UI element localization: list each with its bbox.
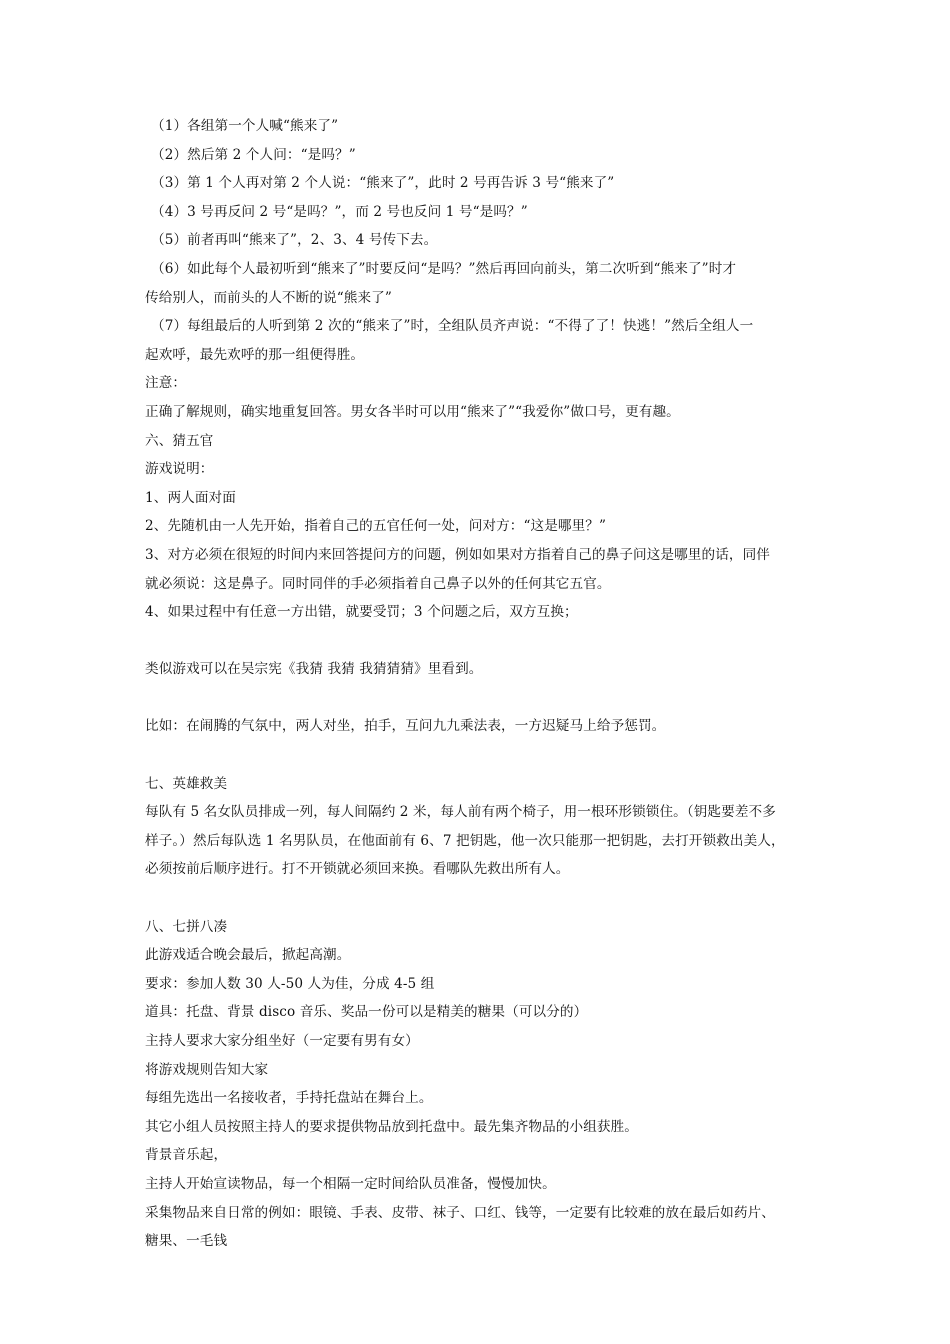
blank-line: [145, 884, 810, 913]
text-line: （3）第 1 个人再对第 2 个人说：“熊来了”，此时 2 号再告诉 3 号“熊来了”: [151, 175, 615, 192]
text-line: 正确了解规则，确实地重复回答。男女各半时可以用“熊来了”“我爱你”做口号，更有趣。: [145, 403, 680, 420]
text-line: 道具：托盘、背景 disco 音乐、奖品一份可以是精美的糖果（可以分的）: [145, 1004, 588, 1021]
text-line: 4、如果过程中有任意一方出错，就要受罚；3 个问题之后，双方互换；: [145, 604, 578, 621]
text-line: 每队有 5 名女队员排成一列，每人间隔约 2 米，每人前有两个椅子，用一根环形锁锁住。（钥匙要差不多: [145, 804, 776, 821]
text-line: 每组先选出一名接收者，手持托盘站在舞台上。: [145, 1090, 433, 1107]
blank-line: [145, 627, 810, 656]
text-line: 注意：: [145, 375, 187, 392]
section-heading: 六、猜五官: [145, 432, 214, 449]
text-line: 背景音乐起，: [145, 1147, 228, 1164]
text-line: 就必须说：这是鼻子。同时同伴的手必须指着自己鼻子以外的任何其它五官。: [145, 575, 611, 592]
text-line: 将游戏规则告知大家: [145, 1061, 269, 1078]
text-line: 此游戏适合晚会最后，掀起高潮。: [145, 947, 351, 964]
text-line: 游戏说明：: [145, 461, 214, 478]
text-line: 比如：在闹腾的气氛中，两人对坐，拍手，互问九九乘法表，一方迟疑马上给予惩罚。: [145, 718, 666, 735]
text-line: （4）3 号再反问 2 号“是吗？”，而 2 号也反问 1 号“是吗？”: [151, 203, 528, 220]
text-line: 采集物品来自日常的例如：眼镜、手表、皮带、袜子、口红、钱等，一定要有比较难的放在最后如药片、: [145, 1204, 775, 1221]
text-line: 类似游戏可以在吴宗宪《我猜 我猜 我猜猜猜》里看到。: [145, 661, 483, 678]
text-line: 3、对方必须在很短的时间内来回答提问方的问题，例如如果对方指着自己的鼻子问这是哪里的话，同伴: [145, 546, 770, 563]
section-heading: 七、英雄救美: [145, 775, 228, 792]
text-line: 主持人要求大家分组坐好（一定要有男有女）: [145, 1033, 419, 1049]
document-body: [145, 112, 810, 1256]
text-line: 传给别人，而前头的人不断的说“熊来了”: [145, 289, 392, 306]
blank-line: [145, 741, 810, 770]
text-line: （1）各组第一个人喊“熊来了”: [151, 118, 339, 134]
text-line: 1、两人面对面: [145, 489, 236, 506]
text-line: 其它小组人员按照主持人的要求提供物品放到托盘中。最先集齐物品的小组获胜。: [145, 1118, 638, 1135]
section-heading: 八、七拼八凑: [145, 918, 228, 935]
text-line: （7）每组最后的人听到第 2 次的“熊来了”时，全组队员齐声说：“不得了了！快逃！”然后全组人一: [151, 318, 754, 335]
text-line: （6）如此每个人最初听到“熊来了”时要反问“是吗？”然后再回向前头，第二次听到“熊来了”时才: [151, 260, 737, 277]
text-line: （5）前者再叫“熊来了”，2、3、4 号传下去。: [151, 232, 438, 249]
text-line: 主持人开始宣读物品，每一个相隔一定时间给队员准备，慢慢加快。: [145, 1175, 556, 1192]
blank-line: [145, 684, 810, 713]
text-line: 要求：参加人数 30 人-50 人为佳，分成 4-5 组: [145, 975, 435, 992]
text-line: 糖果、一毛钱: [145, 1233, 228, 1250]
text-line: 2、先随机由一人先开始，指着自己的五官任何一处，问对方：“这是哪里？”: [145, 518, 607, 535]
text-line: 必须按前后顺序进行。打不开锁就必须回来换。看哪队先救出所有人。: [145, 861, 570, 878]
text-line: 起欢呼，最先欢呼的那一组便得胜。: [145, 346, 365, 363]
text-line: 样子。）然后每队选 1 名男队员，在他面前有 6、7 把钥匙，他一次只能那一把钥匙，去打开锁救出美人，: [145, 832, 785, 849]
text-line: （2）然后第 2 个人问：“是吗？”: [151, 146, 356, 163]
